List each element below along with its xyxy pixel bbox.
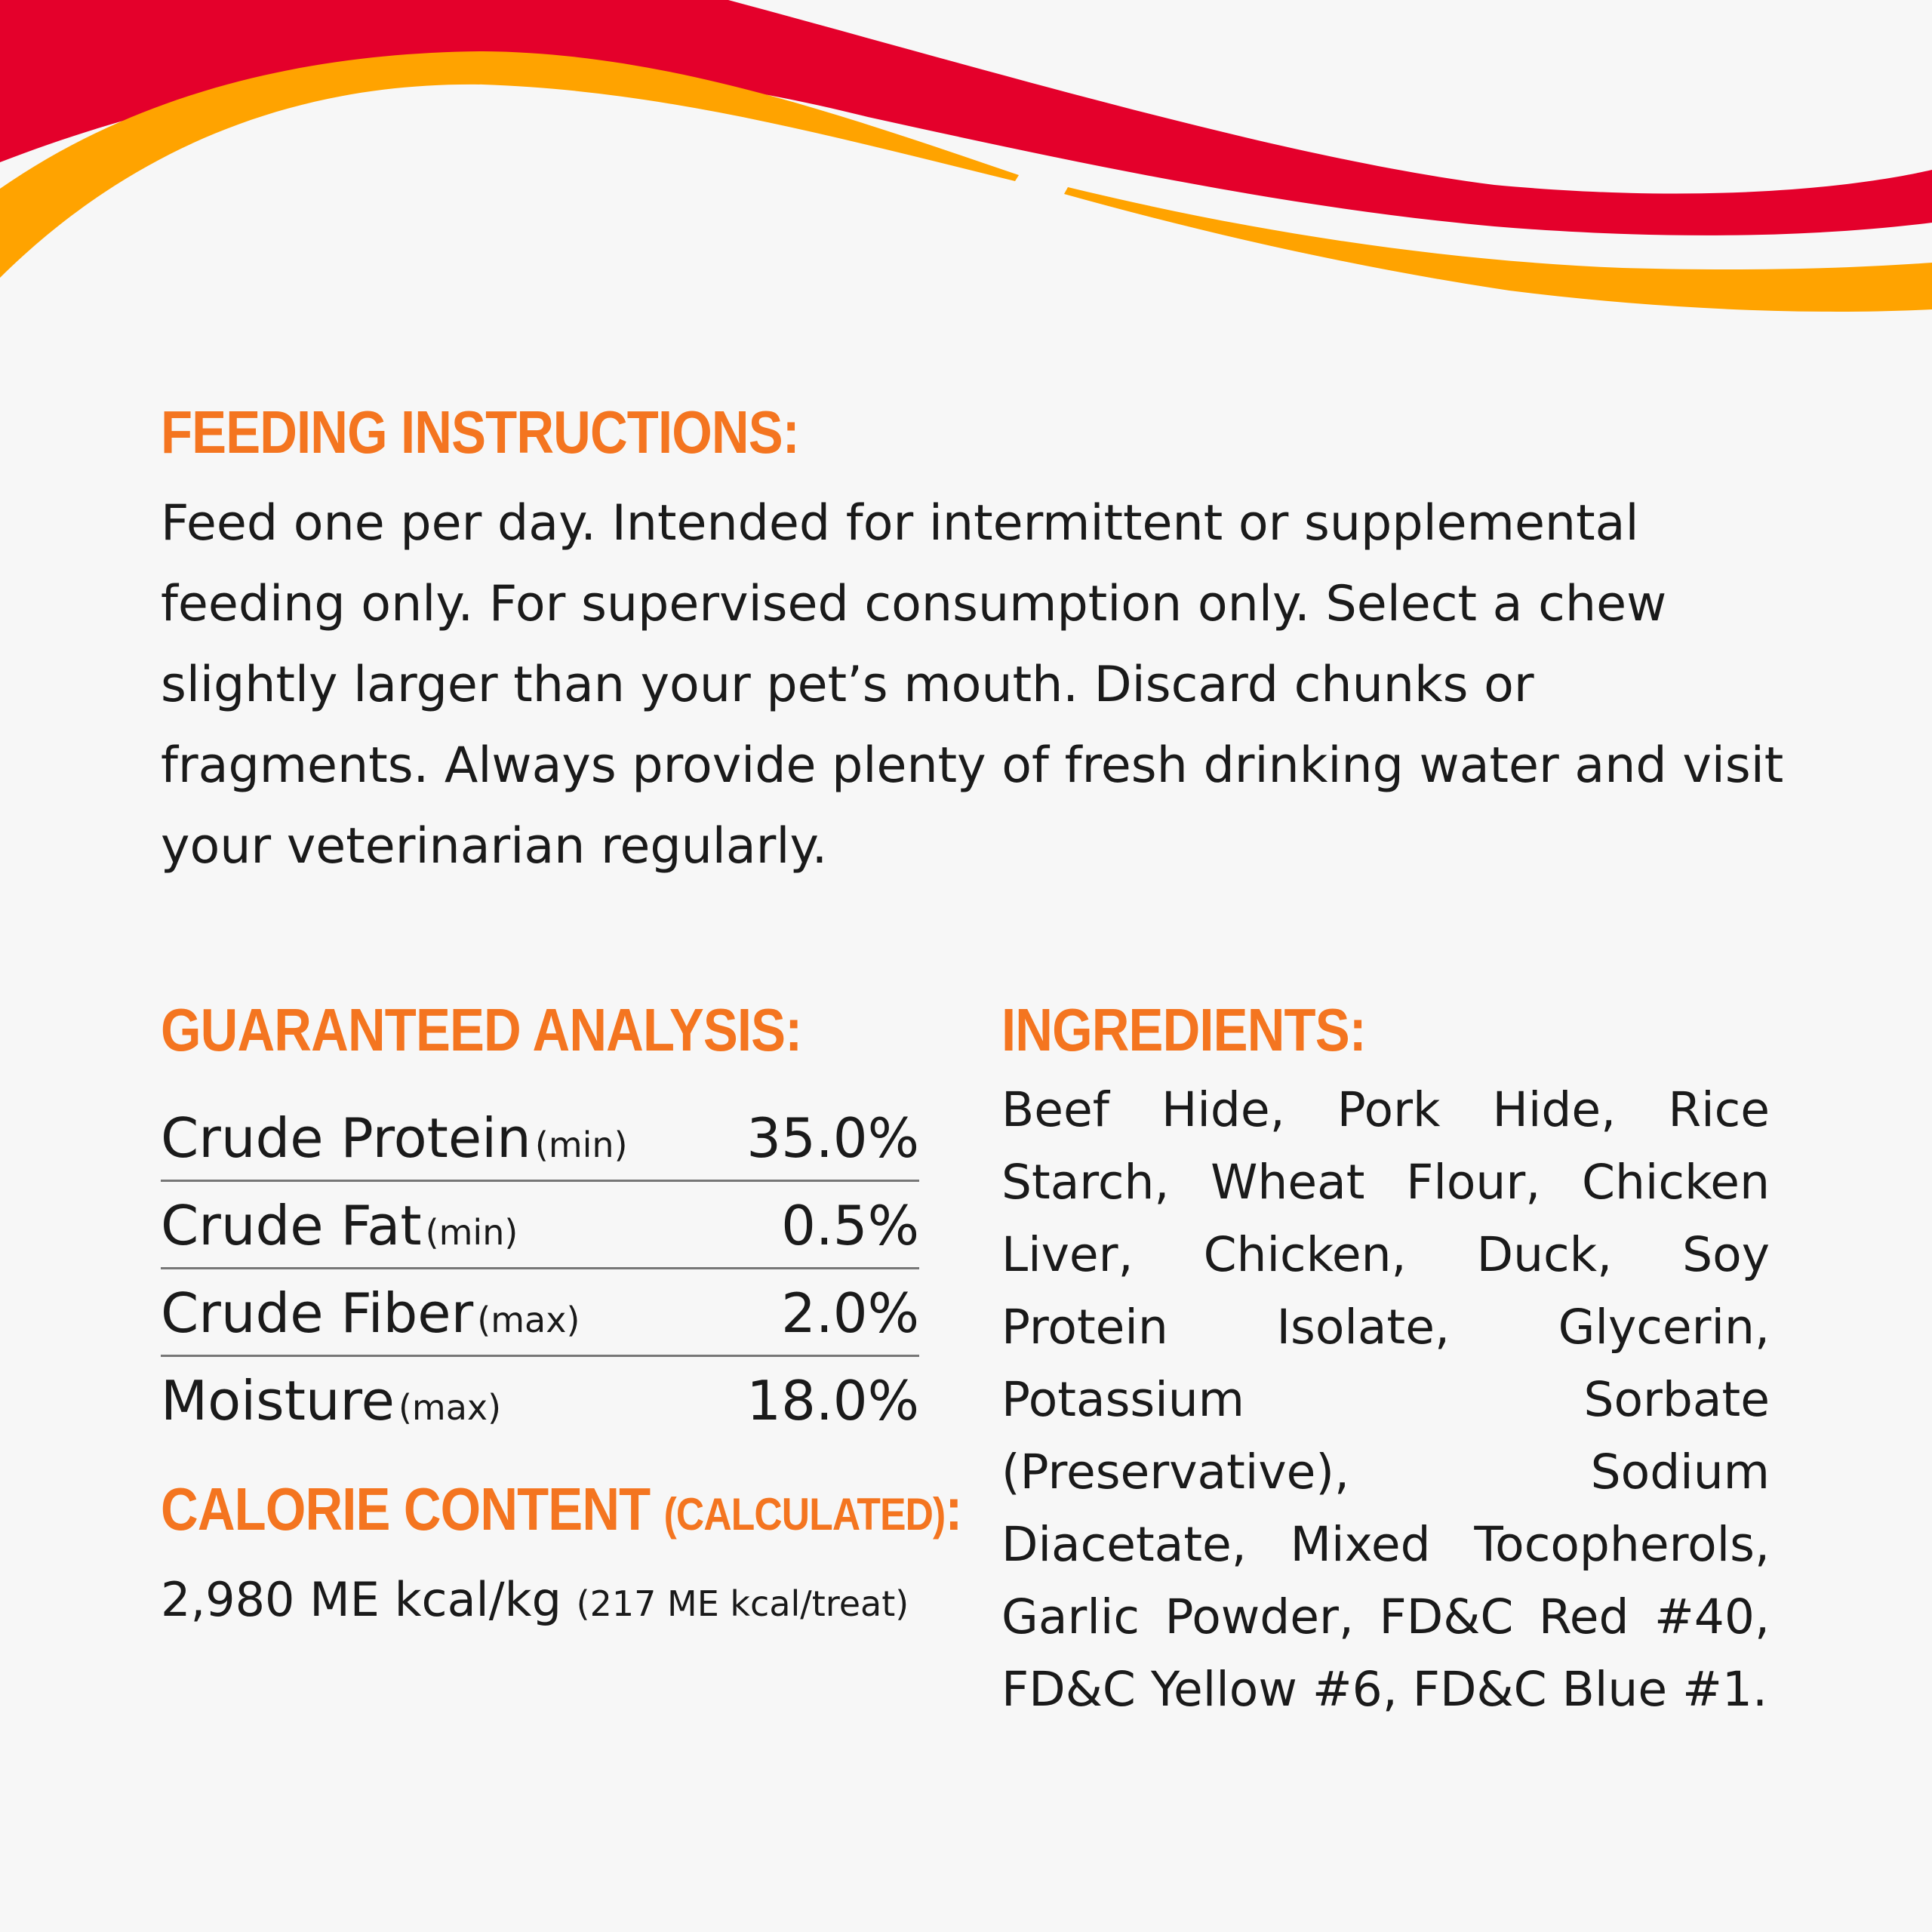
analysis-name: Crude Fiber — [161, 1281, 474, 1345]
calorie-content-text — [161, 1572, 909, 1627]
calorie-content-heading — [161, 1475, 962, 1543]
feeding-instructions-heading: FEEDING INSTRUCTIONS: — [161, 398, 799, 466]
analysis-value: 35.0% — [746, 1106, 919, 1170]
analysis-row-crude-protein — [161, 1094, 919, 1182]
analysis-value: 2.0% — [781, 1281, 919, 1345]
analysis-qualifier: (min) — [425, 1212, 518, 1253]
analysis-qualifier: (max) — [398, 1387, 502, 1428]
analysis-qualifier: (min) — [534, 1124, 628, 1165]
guaranteed-analysis-heading: GUARANTEED ANALYSIS: — [161, 996, 802, 1063]
analysis-name: Crude Fat — [161, 1194, 422, 1257]
calorie-heading-note: (CALCULATED) — [663, 1489, 946, 1540]
ingredients-text: Beef Hide, Pork Hide, Rice Starch, Wheat Flour, Chicken Liver, Chicken, Duck, Soy Protein Isolate, Glycerin, Potassium Sorbate (Preservative), Sodium Diacetate, Mixed Tocopherols, Garlic Powder, FD&C Red #40, FD&C Yellow #6, FD&C Blue #1. — [1001, 1082, 1770, 1717]
red-wave — [0, 0, 1932, 235]
analysis-qualifier: (max) — [477, 1300, 580, 1340]
calorie-per-treat: (217 ME kcal/treat) — [576, 1583, 909, 1624]
analysis-name: Crude Protein — [161, 1106, 531, 1170]
ingredients-heading: INGREDIENTS: — [1001, 996, 1366, 1063]
feeding-instructions-text: Feed one per day. Intended for intermittent or supplemental feeding only. For supervised consumption only. Select a chew slightly larger than your pet’s mouth. Discard chunks or fragments. Always provide plenty of fresh drinking water and visit your veterinarian regularly. — [161, 495, 1784, 875]
analysis-value: 0.5% — [781, 1194, 919, 1257]
analysis-row-crude-fiber — [161, 1269, 919, 1357]
analysis-value: 18.0% — [746, 1369, 919, 1432]
calorie-heading-colon: : — [945, 1475, 962, 1543]
guaranteed-analysis-table — [161, 1094, 919, 1444]
analysis-name: Moisture — [161, 1369, 395, 1432]
calorie-value: 2,980 ME kcal/kg — [161, 1572, 561, 1627]
decorative-waves — [0, 0, 1932, 325]
calorie-heading-main: CALORIE CONTENT — [161, 1475, 651, 1543]
